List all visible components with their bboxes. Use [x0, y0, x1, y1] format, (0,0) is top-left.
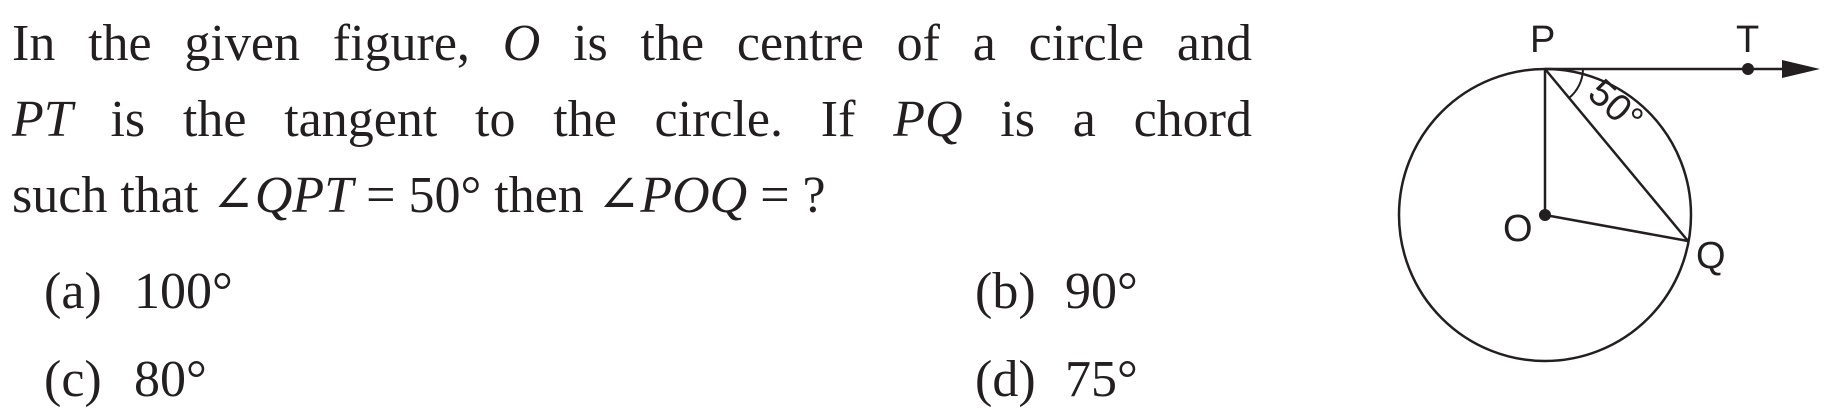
- label-o: O: [1503, 208, 1533, 250]
- option-value: 80°: [134, 351, 207, 408]
- question-text-segment: = 50° then: [353, 167, 597, 224]
- angle-qpt: QPT: [254, 167, 354, 224]
- variable-o: O: [502, 15, 541, 72]
- variable-pt: PT: [12, 91, 73, 148]
- question-text-segment: In the given figure,: [12, 15, 503, 72]
- question-text-segment: = ?: [747, 167, 826, 224]
- option-b[interactable]: [975, 262, 1138, 322]
- geometry-figure: [1370, 0, 1828, 414]
- option-c[interactable]: [44, 350, 207, 410]
- angle-symbol: ∠: [211, 167, 255, 224]
- option-d[interactable]: [975, 350, 1138, 410]
- question-text-segment: is the centre of a circle and: [540, 15, 1252, 72]
- question-line-3: [12, 158, 1252, 234]
- question-line-1: [12, 6, 1252, 82]
- question-line-2: [12, 82, 1252, 158]
- angle-label: 50°: [1579, 71, 1651, 142]
- label-t: T: [1736, 19, 1760, 61]
- question-text-segment: is a chord: [962, 91, 1252, 148]
- option-value: 100°: [134, 263, 233, 320]
- variable-pq: PQ: [893, 91, 963, 148]
- label-p: P: [1530, 19, 1556, 61]
- option-label: (a): [44, 263, 102, 320]
- point-t-dot: [1742, 63, 1754, 75]
- label-q: Q: [1696, 235, 1726, 277]
- point-o-dot: [1539, 209, 1551, 221]
- option-value: 90°: [1065, 263, 1138, 320]
- option-label: (c): [44, 351, 102, 408]
- option-label: (b): [975, 263, 1036, 320]
- option-a[interactable]: [44, 262, 233, 322]
- angle-poq: POQ: [640, 167, 748, 224]
- circle-tangent-diagram: [1370, 0, 1828, 414]
- question-text: [12, 6, 1252, 234]
- question-text-segment: is the tangent to the circle. If: [72, 91, 894, 148]
- tangent-arrowhead: [1782, 60, 1820, 78]
- option-value: 75°: [1065, 351, 1138, 408]
- option-label: (d): [975, 351, 1036, 408]
- question-text-segment: such that: [12, 167, 212, 224]
- angle-symbol: ∠: [596, 167, 641, 224]
- radius-oq: [1545, 215, 1688, 241]
